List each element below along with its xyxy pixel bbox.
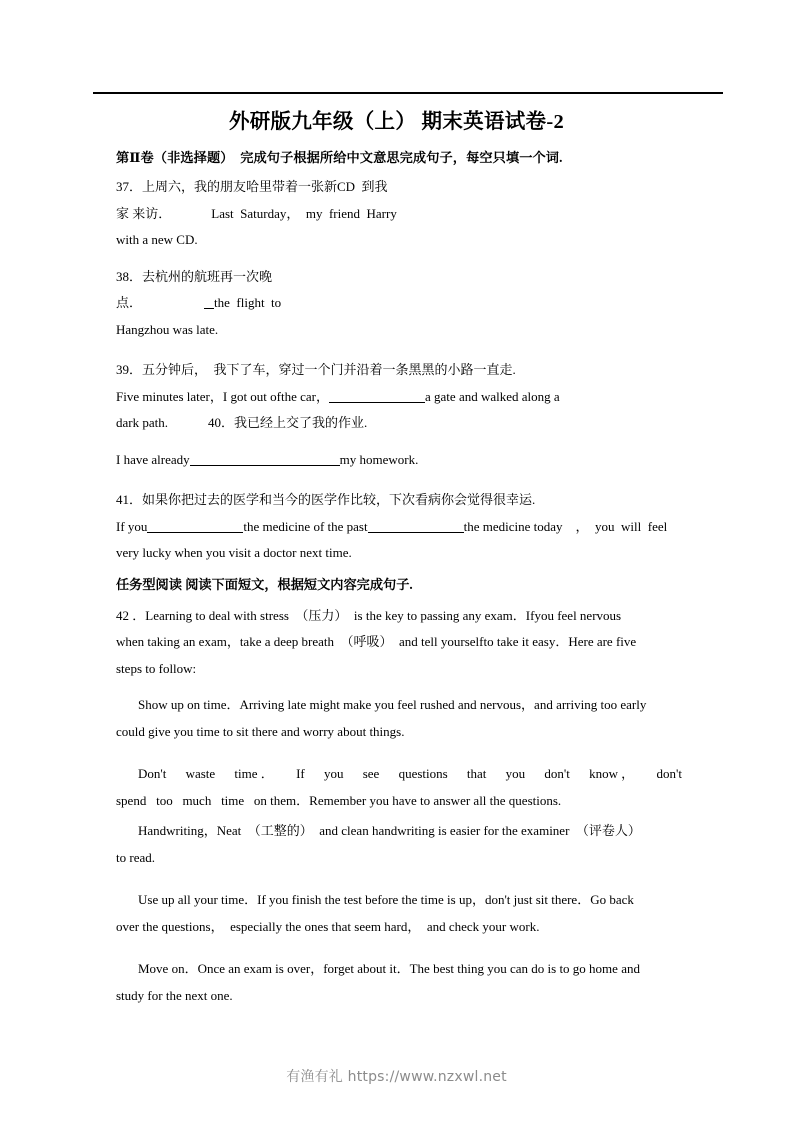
question-40-english-suffix: my homework. <box>339 451 419 467</box>
question-39-english-prefix: Five minutes later，I got out ofthe car， <box>116 388 330 404</box>
question-39-english-line-1 <box>116 384 682 411</box>
passage-step-1-line-1: Show up on time．Arriving late might make you feel rushed and nervous，and arriving too early <box>138 697 647 712</box>
passage-step-3-line-2: to read. <box>116 849 155 865</box>
section-heading: 第Ⅱ卷（非选择题） 完成句子根据所给中文意思完成句子，每空只填一个词. <box>116 150 563 165</box>
question-40-english-prefix: I have already <box>116 451 190 467</box>
question-41-english-part-1: If you <box>116 518 148 534</box>
spacer <box>116 477 682 487</box>
question-37-chinese-line-1: 37．上周六，我的朋友哈里带着一张新CD 到我 <box>116 179 388 194</box>
question-41-english-part-3: the medicine today ， you will feel <box>463 518 668 534</box>
passage-step-4-line-1: Use up all your time．If you finish the test before the time is up，don't just sit there．Go back <box>138 892 634 907</box>
passage-step-2 <box>116 761 682 814</box>
question-37-line-2 <box>116 201 682 228</box>
answer-blank[interactable] <box>204 295 214 309</box>
passage-step-4 <box>116 887 682 940</box>
task-heading: 任务型阅读 阅读下面短文，根据短文内容完成句子. <box>116 576 413 592</box>
question-39 <box>116 357 682 437</box>
spacer <box>116 347 682 357</box>
spacer <box>116 875 682 887</box>
passage-step-3 <box>116 818 682 871</box>
question-39-english-suffix: a gate and walked along a <box>425 388 560 404</box>
answer-blank[interactable] <box>147 519 243 533</box>
question-38 <box>116 264 682 344</box>
spacer <box>116 944 682 956</box>
question-41-english-line-2: very lucky when you visit a doctor next time. <box>116 545 352 560</box>
passage-step-1 <box>116 692 682 745</box>
spacer <box>116 749 682 761</box>
passage-step-1-line-2: could give you time to sit there and worry about things. <box>116 723 405 739</box>
question-40 <box>116 447 682 474</box>
question-38-chinese-line-1: 38．去杭州的航班再一次晚 <box>116 268 273 284</box>
answer-blank[interactable] <box>329 389 425 403</box>
question-39-english-line-2: dark path. <box>116 415 168 430</box>
passage-intro-line-2: when taking an exam，take a deep breath （呼吸） and tell yourselfto take it easy．Here are five <box>116 634 637 649</box>
question-38-english-line-2: Hangzhou was late. <box>116 321 219 337</box>
question-41-chinese-line-1: 41．如果你把过去的医学和当今的医学作比较，下次看病你会觉得很幸运. <box>116 492 536 507</box>
question-38-english-line-1: the flight to <box>214 295 282 310</box>
question-41 <box>116 487 682 567</box>
passage-step-3-line-1: Handwriting，Neat （工整的） and clean handwriting is easier for the examiner （评卷人） <box>138 823 641 838</box>
question-39-chinese-line-1: 39．五分钟后， 我下了车，穿过一个门并沿着一条黑黑的小路一直走. <box>116 362 516 377</box>
passage-step-2-line-1: Don't waste time． If you see questions that you don't know， don't <box>138 766 682 781</box>
question-37-chinese-line-2: 家 来访． <box>116 205 172 221</box>
passage-step-5-line-2: study for the next one. <box>116 987 233 1003</box>
passage-intro <box>116 603 682 683</box>
passage-step-5 <box>116 956 682 1009</box>
footer-watermark: 有渔有礼 https://www.nzxwl.net <box>286 1069 507 1085</box>
question-37-english-line-2: with a new CD. <box>116 232 198 247</box>
passage-step-2-line-2: spend too much time on them．Remember you have to answer all the questions. <box>116 792 562 808</box>
document-body <box>116 148 682 1013</box>
question-40-english-line-1 <box>116 447 682 474</box>
passage-intro-line-1: 42 ．Learning to deal with stress （压力） is the key to passing any exam．Ifyou feel nervous <box>116 607 622 623</box>
question-38-chinese-line-2: 点． <box>116 295 143 310</box>
header-rule <box>93 92 723 94</box>
question-41-english-part-2: the medicine of the past <box>243 518 368 534</box>
question-38-line-2 <box>116 290 682 317</box>
question-37 <box>116 174 682 254</box>
question-39-line-2 <box>116 410 682 437</box>
passage-step-5-line-1: Move on．Once an exam is over，forget about it．The best thing you can do is to go home and <box>138 961 640 976</box>
answer-blank[interactable] <box>190 452 340 466</box>
answer-blank[interactable] <box>368 519 464 533</box>
question-40-chinese-line-1: 40．我已经上交了我的作业. <box>207 415 368 430</box>
question-37-english-line-1: Last Saturday， my friend Harry <box>211 205 397 221</box>
passage-intro-line-3: steps to follow: <box>116 660 197 676</box>
question-41-english-line-1 <box>116 514 682 541</box>
page-title: 外研版九年级（上） 期末英语试卷-2 <box>228 111 565 133</box>
passage-step-4-line-2: over the questions， especially the ones that seem hard， and check your work. <box>116 918 540 934</box>
